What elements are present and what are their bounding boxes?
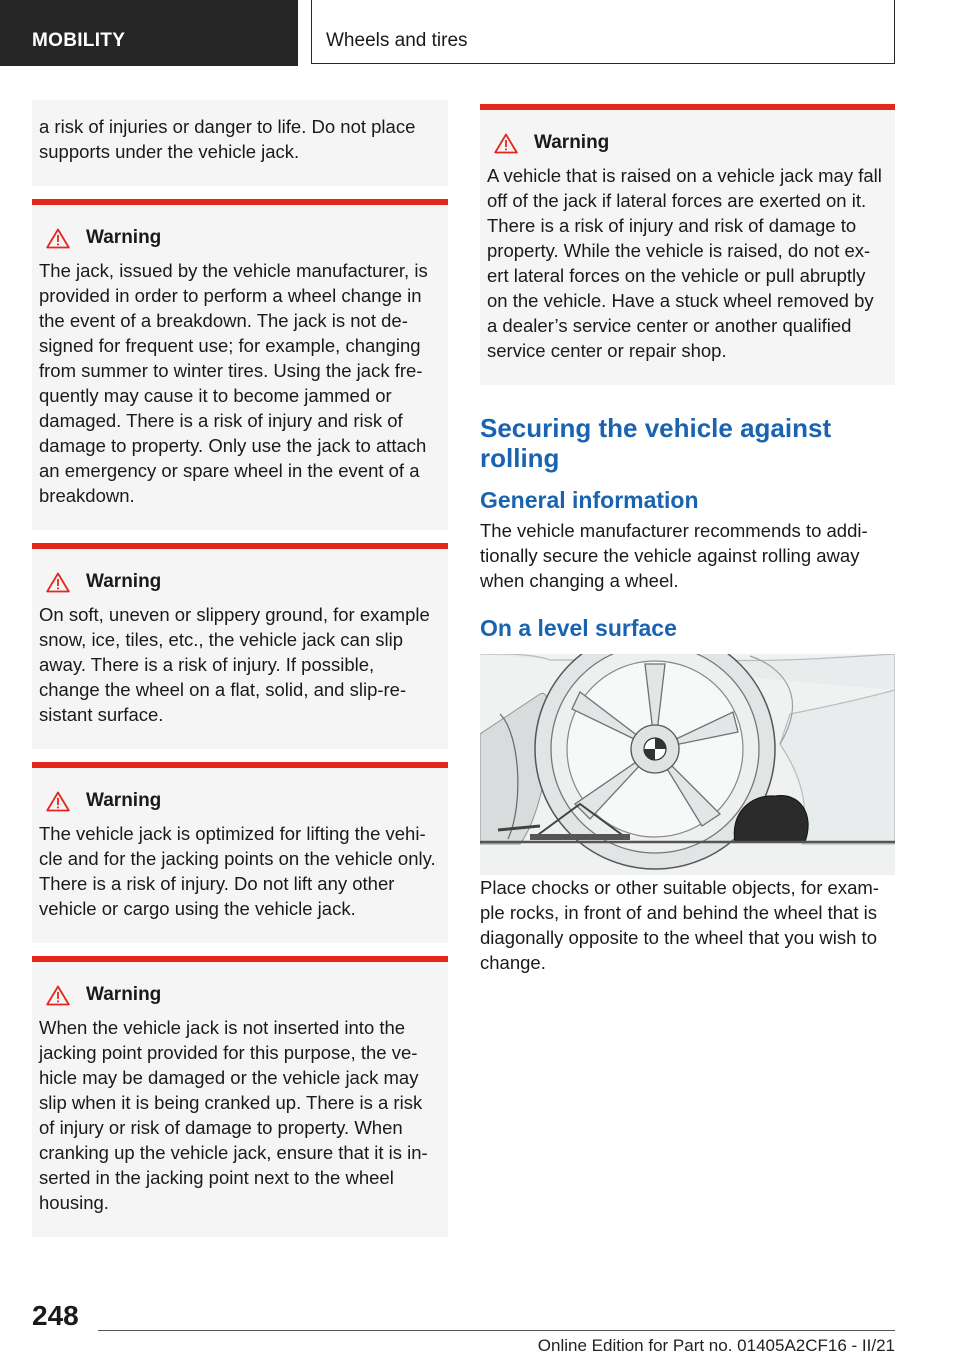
warning-heading-label: Warning — [86, 571, 162, 592]
subsection-heading-level-surface: On a level surface — [480, 615, 677, 641]
warning-heading-label: Warning — [86, 227, 162, 248]
warning-box — [32, 543, 448, 749]
warning-heading — [39, 790, 440, 812]
warning-box — [32, 762, 448, 943]
left-column — [32, 100, 448, 1237]
footer-divider — [98, 1330, 895, 1331]
wheel-chock-drawing — [480, 654, 895, 875]
general-information-text: The vehicle manufacturer recommends to addi-tionally secure the vehicle against rolling away when changing a wheel. — [480, 520, 868, 591]
warning-triangle-icon — [46, 572, 70, 593]
wheel-chock-illustration — [480, 654, 895, 875]
warning-triangle-icon — [46, 985, 70, 1006]
warning-box — [32, 199, 448, 530]
warning-triangle-icon — [494, 133, 518, 154]
warning-text: When the vehicle jack is not inserted into the jacking point provided for this purpose, the ve-hicle may be damaged or the vehicle jack may slip when it is being cranked up. There is a risk of injury or risk of damage to property. When cranking up the vehicle jack, ensure that it is in-serted in the jacking point next to the wheel housing. — [39, 1017, 428, 1213]
warning-text: A vehicle that is raised on a vehicle jack may fall off of the jack if lateral forces are exerted on it. There is a risk of injury and risk of damage to property. While the vehicle is raised, do not ex-ert lateral forces on the vehicle or pull abruptly on the vehicle. Have a stuck wheel removed by a dealer’s service center or another qualified service center or repair shop. — [487, 165, 882, 361]
subsection-heading-general: General information — [480, 487, 699, 513]
continued-warning-text: a risk of injuries or danger to life. Do not place supports under the vehicle jack. — [39, 116, 416, 162]
warning-triangle-icon — [46, 791, 70, 812]
warning-text: The vehicle jack is optimized for lifting the vehi-cle and for the jacking points on the vehicle only. There is a risk of injury. Do not lift any other vehicle or cargo using the vehicle jack. — [39, 823, 436, 919]
header-chapter-title: Wheels and tires — [311, 0, 895, 64]
warning-heading-label: Warning — [86, 984, 162, 1005]
warning-triangle-icon — [46, 228, 70, 249]
continued-warning-box — [32, 100, 448, 186]
warning-text: On soft, uneven or slippery ground, for example snow, ice, tiles, etc., the vehicle jack can slip away. There is a risk of injury. If possible, change the wheel on a flat, solid, and slip-re-sistant surface. — [39, 604, 430, 725]
footer-edition: Online Edition for Part no. 01405A2CF16 - II/21 — [537, 1336, 895, 1355]
header-section-label: MOBILITY — [0, 0, 298, 66]
level-surface-caption: Place chocks or other suitable objects, for exam-ple rocks, in front of and behind the wheel that is diagonally opposite to the wheel that you wish to change. — [480, 877, 879, 973]
warning-heading — [487, 132, 887, 154]
warning-heading — [39, 984, 440, 1006]
warning-heading — [39, 571, 440, 593]
warning-heading-label: Warning — [86, 790, 162, 811]
warning-box — [480, 104, 895, 385]
page-header — [0, 0, 960, 66]
warning-text: The jack, issued by the vehicle manufacturer, is provided in order to perform a wheel change in the event of a breakdown. The jack is not de-signed for frequent use; for example, changing from summer to winter tires. Using the jack fre-quently may cause it to become jammed or damaged. There is a risk of injury and risk of damage to property. Only use the jack to attach an emergency or spare wheel in the event of a breakdown. — [39, 260, 428, 506]
warning-heading-label: Warning — [534, 132, 610, 153]
page-number: 248 — [32, 1300, 79, 1331]
warning-heading — [39, 227, 440, 249]
warning-box — [32, 956, 448, 1237]
right-column — [480, 104, 895, 975]
section-title: Securing the vehicle against rolling — [480, 413, 832, 473]
